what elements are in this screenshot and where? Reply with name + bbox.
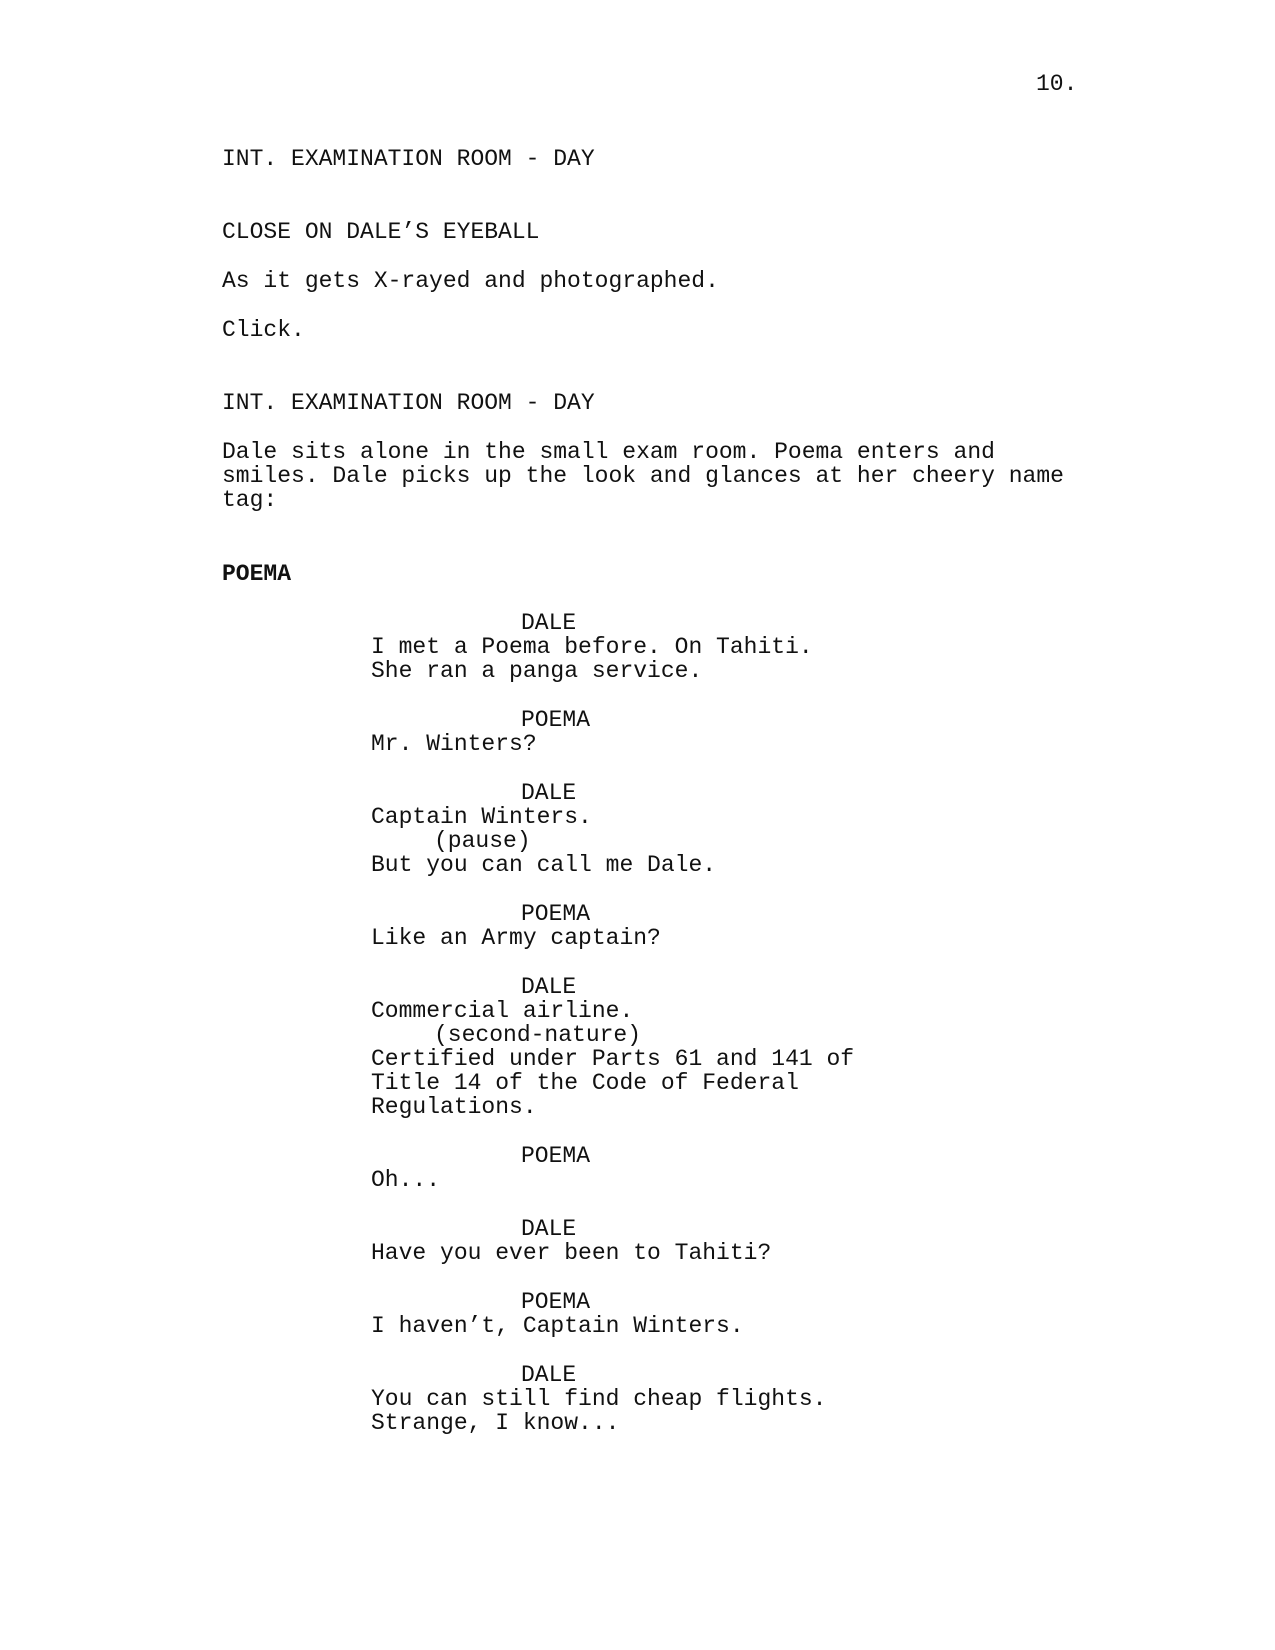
- character-name: DALE: [521, 780, 577, 806]
- dialogue-line: You can still find cheap flights.: [371, 1386, 827, 1412]
- dialogue-line: Captain Winters.: [371, 804, 592, 830]
- character-name: DALE: [521, 974, 577, 1000]
- action-line: Dale sits alone in the small exam room. Poema enters and: [222, 439, 995, 465]
- dialogue-line: Mr. Winters?: [371, 731, 537, 757]
- dialogue-line: I haven’t, Captain Winters.: [371, 1313, 744, 1339]
- dialogue-line: Strange, I know...: [371, 1410, 620, 1436]
- character-name: POEMA: [521, 1289, 591, 1315]
- action-line: Click.: [222, 317, 305, 343]
- dialogue-line: But you can call me Dale.: [371, 852, 717, 878]
- dialogue-line: Title 14 of the Code of Federal: [371, 1070, 799, 1096]
- dialogue-line: Regulations.: [371, 1094, 537, 1120]
- dialogue-line: She ran a panga service.: [371, 658, 703, 684]
- scene-heading: INT. EXAMINATION ROOM - DAY: [222, 390, 595, 416]
- parenthetical: (second-nature): [434, 1022, 642, 1048]
- action-line: As it gets X-rayed and photographed.: [222, 268, 719, 294]
- dialogue-line: Oh...: [371, 1167, 441, 1193]
- character-name: DALE: [521, 610, 577, 636]
- scene-heading: INT. EXAMINATION ROOM - DAY: [222, 146, 595, 172]
- character-name: DALE: [521, 1362, 577, 1388]
- character-name: POEMA: [521, 707, 591, 733]
- character-name: DALE: [521, 1216, 577, 1242]
- page-number: 10.: [1036, 71, 1078, 97]
- shot-heading: CLOSE ON DALE’S EYEBALL: [222, 219, 540, 245]
- dialogue-line: Certified under Parts 61 and 141 of: [371, 1046, 855, 1072]
- dialogue-line: Like an Army captain?: [371, 925, 661, 951]
- action-line: smiles. Dale picks up the look and glances at her cheery name: [222, 463, 1064, 489]
- dialogue-line: Have you ever been to Tahiti?: [371, 1240, 772, 1266]
- character-name: POEMA: [521, 1143, 591, 1169]
- insert-heading: POEMA: [222, 561, 292, 587]
- action-line: tag:: [222, 487, 278, 513]
- parenthetical: (pause): [434, 828, 531, 854]
- dialogue-line: I met a Poema before. On Tahiti.: [371, 634, 813, 660]
- character-name: POEMA: [521, 901, 591, 927]
- dialogue-line: Commercial airline.: [371, 998, 634, 1024]
